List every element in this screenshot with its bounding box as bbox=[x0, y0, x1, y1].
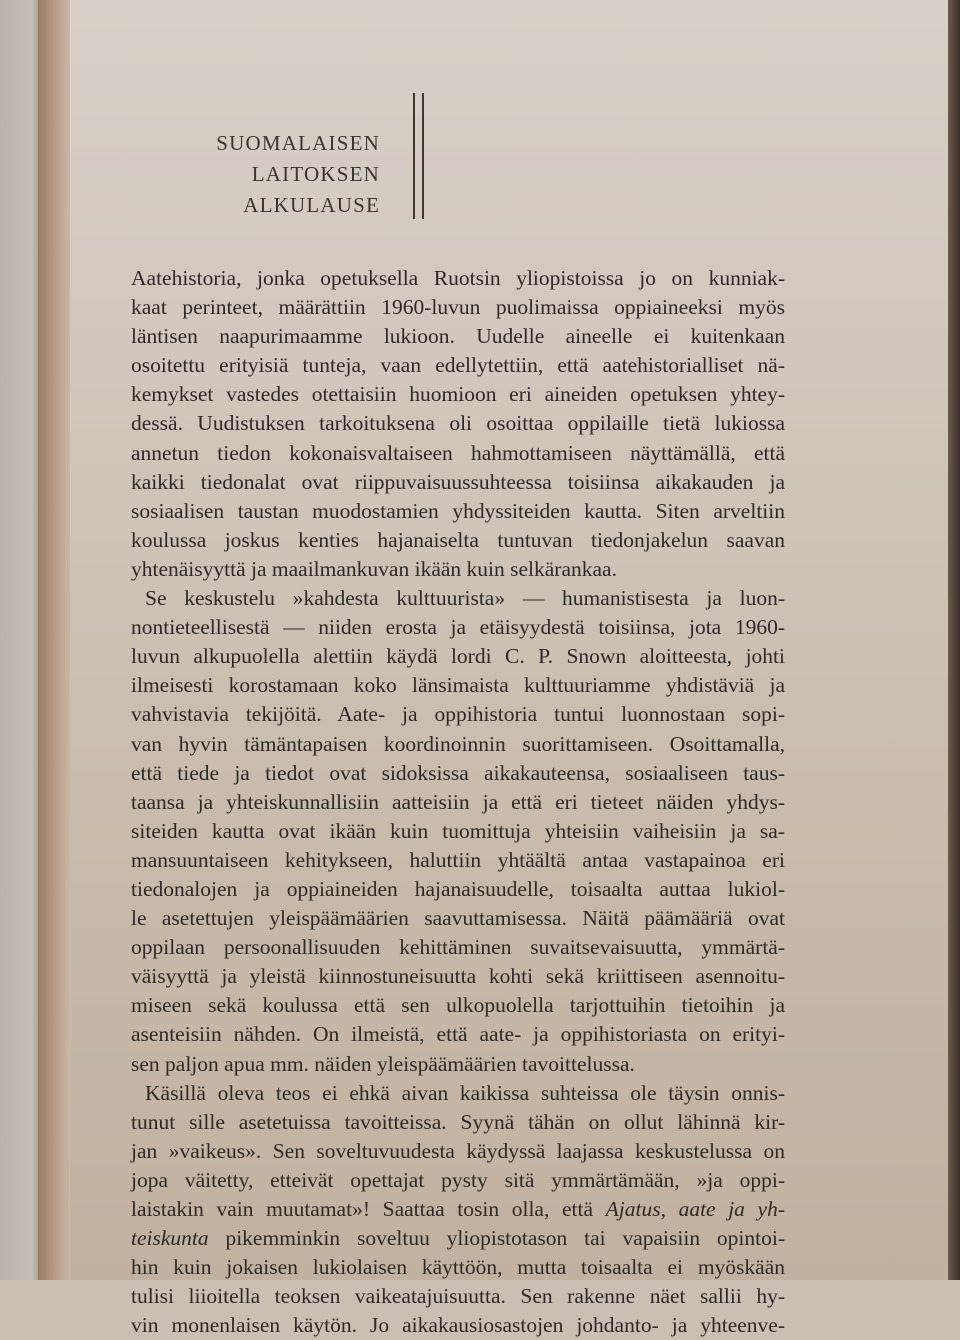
text-line: jopa väitetty, etteivät opettajat pysty sitä ymmärtämään, »ja oppi- bbox=[131, 1167, 785, 1192]
heading-double-rule-left bbox=[413, 93, 415, 219]
text-line: Käsillä oleva teos ei ehkä aivan kaikissa suhteissa ole täysin onnis- bbox=[145, 1080, 785, 1105]
text-line: väisyyttä ja yleistä kiinnostuneisuutta kohti sekä kriittiseen asennoitu- bbox=[131, 964, 785, 989]
text-line: kaat perinteet, määrättiin 1960-luvun puolimaissa oppiaineeksi myös bbox=[131, 295, 785, 320]
heading-line: LAITOKSEN bbox=[251, 162, 380, 186]
text-line: oppilaan persoonallisuuden kehittäminen suvaitsevaisuutta, ymmärtä- bbox=[131, 935, 785, 960]
text-line: sosiaalisen taustan muodostamien yhdyssiteiden kautta. Siten arveltiin bbox=[131, 498, 785, 523]
heading-line: SUOMALAISEN bbox=[216, 131, 380, 155]
heading-line: ALKULAUSE bbox=[243, 193, 380, 217]
text-line-with-title bbox=[131, 1224, 785, 1253]
text-line: luvun alkupuolella alettiin käydä lordi C. P. Snown aloitteesta, johti bbox=[131, 644, 785, 669]
text-line: jan »vaikeus». Sen soveltuvuudesta käydyssä laajassa keskustelussa on bbox=[131, 1138, 785, 1163]
text-segment: pikemminkin soveltuu yliopistotason tai vapaisiin opintoi- bbox=[208, 1226, 785, 1251]
text-line: vahvistavia tekijöitä. Aate- ja oppihistoria tuntui luonnostaan sopi- bbox=[131, 702, 785, 727]
book-spine-edge bbox=[0, 0, 40, 1280]
text-line: läntisen naapurimaamme lukioon. Uudelle aineelle ei kuitenkaan bbox=[131, 324, 785, 349]
text-segment: laistakin vain muutamat»! Saattaa tosin olla, että bbox=[131, 1197, 593, 1221]
text-line: Aatehistoria, jonka opetuksella Ruotsin yliopistoissa jo on kunniak- bbox=[131, 266, 785, 290]
text-line: dessä. Uudistuksen tarkoituksena oli osoittaa oppilaille tietä lukiossa bbox=[131, 411, 785, 436]
text-line: siteiden kautta ovat ikään kuin tuomittuja yhteisiin vaiheisiin ja sa- bbox=[131, 818, 785, 843]
text-line: vin monenlaisen käytön. Jo aikakausiosastojen johdanto- ja yhteenve- bbox=[131, 1313, 785, 1338]
text-line: asenteisiin nähden. On ilmeistä, että aate- ja oppihistoriasta on erityi- bbox=[131, 1022, 785, 1047]
text-line: tulisi liioitella teoksen vaikeatajuisuutta. Sen rakenne näet sallii hy- bbox=[131, 1284, 785, 1309]
text-line: annetun tiedon kokonaisvaltaiseen hahmottamiseen näyttämällä, että bbox=[131, 440, 785, 465]
text-line: le asetettujen yleispäämäärien saavuttamisessa. Näitä päämääriä ovat bbox=[131, 906, 785, 931]
book-title-italic: Ajatus, aate ja yh- bbox=[605, 1197, 785, 1221]
book-title-italic: teiskunta bbox=[131, 1226, 209, 1251]
text-line: mansuuntaiseen kehitykseen, haluttiin yhtäältä antaa vastapainoa eri bbox=[131, 847, 785, 872]
heading-double-rule-right bbox=[422, 93, 424, 219]
text-line-with-title bbox=[131, 1195, 785, 1224]
text-line: van hyvin tämäntapaisen koordinoinnin suorittamiseen. Osoittamalla, bbox=[131, 731, 785, 756]
text-line: yhtenäisyyttä ja maailmankuvan ikään kuin selkärankaa. bbox=[131, 556, 617, 581]
text-line: taansa ja yhteiskunnallisiin aatteisiin ja että eri tieteet näiden yhdys- bbox=[131, 789, 785, 814]
gutter-shadow bbox=[38, 0, 74, 1280]
text-line: hin kuin jokaisen lukiolaisen käyttöön, mutta toisaalta ei myöskään bbox=[131, 1255, 785, 1280]
text-line: kemykset vastedes otettaisiin huomioon eri aineiden opetuksen yhtey- bbox=[131, 382, 785, 407]
text-line: kaikki tiedonalat ovat riippuvaisuussuhteessa toisiinsa aikakauden ja bbox=[131, 469, 785, 494]
text-line: tiedonalojen ja oppiaineiden hajanaisuudelle, toisaalta auttaa lukiol- bbox=[131, 876, 785, 901]
text-line: koulussa joskus kenties hajanaiselta tuntuvan tiedonjakelun saavan bbox=[131, 527, 785, 552]
text-line: ilmeisesti korostamaan koko länsimaista kulttuuriamme yhdistäviä ja bbox=[131, 673, 785, 698]
text-line: osoitettu erityisiä tunteja, vaan edellytettiin, että aatehistorialliset nä- bbox=[131, 353, 785, 378]
text-line: miseen sekä koulussa että sen ulkopuolella tarjottuihin tietoihin ja bbox=[131, 993, 785, 1018]
text-line: sen paljon apua mm. näiden yleispäämäärien tavoittelussa. bbox=[131, 1051, 635, 1076]
body-text bbox=[131, 264, 785, 1340]
text-line: nontieteellisestä — niiden erosta ja etäisyydestä toisiinsa, jota 1960- bbox=[131, 615, 785, 640]
text-line: Se keskustelu »kahdesta kulttuurista» — humanistisesta ja luon- bbox=[145, 586, 785, 611]
chapter-heading bbox=[190, 128, 380, 221]
text-line: että tiede ja tiedot ovat sidoksissa aikakauteensa, sosiaaliseen taus- bbox=[131, 760, 785, 785]
page-right-edge bbox=[948, 0, 960, 1280]
text-line: tunut sille asetetuissa tavoitteissa. Syynä tähän on ollut lähinnä kir- bbox=[131, 1109, 785, 1134]
